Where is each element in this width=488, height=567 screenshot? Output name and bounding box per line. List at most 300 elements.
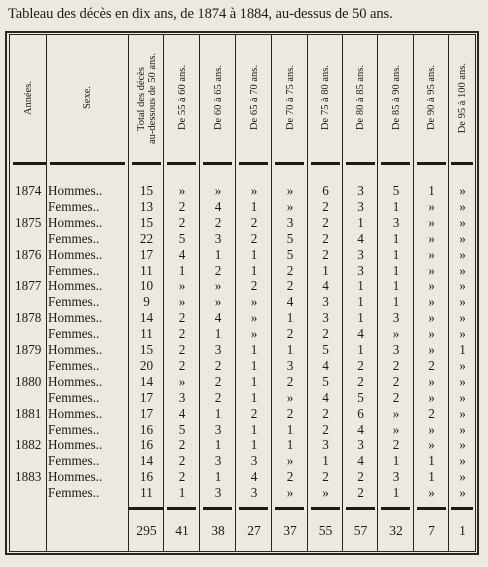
column-rule [235,34,236,552]
row-year: 1882 [15,437,42,453]
row-year: 1881 [15,405,42,421]
table-cell: 4 [214,310,222,326]
row-sex: Hommes.. [48,342,103,357]
table-cell: » [459,230,466,246]
table-cell: » [214,183,222,198]
column-rule [448,34,449,552]
table-cell: » [392,405,400,421]
table-cell: » [428,310,435,326]
table-cell: 4 [357,230,364,246]
table-cell: » [178,278,186,294]
table-cell: 15 [139,342,154,357]
table-cell: » [459,453,466,469]
table-cell: 1 [286,342,294,357]
total-cell: 41 [175,523,189,538]
table-cell: 2 [286,405,294,421]
table-cell: » [428,389,435,405]
header-rule [451,162,473,165]
table-cell: 2 [178,326,186,342]
table-cell: 3 [357,437,364,453]
table-cell: 1 [357,214,364,230]
column-rule [307,34,308,552]
column-rule [413,34,414,552]
table-cell: 1 [214,469,222,485]
table-cell: » [459,469,466,485]
table-cell: 1 [392,262,400,278]
row-year: 1875 [15,214,42,230]
table-cell: » [286,485,294,501]
table-cell: » [459,278,466,294]
totals-rule [311,507,340,510]
table-cell: » [428,214,435,230]
table-cell: 3 [357,246,364,262]
total-cell: 32 [389,523,403,538]
table-cell: 2 [214,214,222,230]
table-cell: » [286,389,294,405]
table-cell: 1 [459,342,466,357]
table-cell: 2 [178,453,186,469]
total-cell: 295 [136,523,157,538]
table-cell: 2 [214,357,222,373]
table-cell: » [250,183,258,198]
table-cell: » [392,421,400,437]
header-rule [381,162,410,165]
header-rule [417,162,446,165]
table-cell: 6 [322,183,329,198]
header-rule [239,162,268,165]
table-cell: 1 [322,453,329,469]
table-cell: 4 [322,278,329,294]
table-cell: » [428,278,435,294]
table-cell: 2 [178,214,186,230]
header-age-label: De 60 à 65 ans. [212,65,224,131]
row-year: 1874 [15,183,42,198]
table-cell: » [428,485,435,501]
header-age-6 [378,38,414,158]
table-cell: 1 [250,262,258,278]
table-cell: 3 [178,389,186,405]
row-sex: Femmes.. [48,357,100,373]
table-cell: » [459,246,466,262]
table-cell: 1 [214,326,222,342]
table-cell: 3 [322,437,329,453]
table-cell: 3 [214,230,222,246]
table-cell: 1 [250,198,258,214]
table-cell: 2 [178,198,186,214]
table-cell: 4 [357,326,364,342]
table-cell: 14 [139,310,154,326]
table-cell: 3 [322,294,329,310]
table-cell: 3 [392,342,400,357]
table-cell: » [459,357,466,373]
table-cell: 2 [322,214,329,230]
table-cell: 13 [139,198,154,214]
table-cell: 1 [392,230,400,246]
table-cell: 3 [392,469,400,485]
table-cell: 3 [322,310,329,326]
table-cell: 2 [286,373,294,389]
table-cell: » [178,294,186,310]
table-cell: » [459,485,466,501]
header-rule [50,162,125,165]
table-cell: 20 [139,357,154,373]
table-cell: 5 [178,421,186,437]
row-sex: Femmes.. [48,262,100,278]
totals-rule [128,507,163,510]
table-cell: » [428,198,435,214]
table-cell: 17 [139,389,154,405]
table-cell: 22 [139,230,154,246]
header-age-label: De 95 à 100 ans. [457,62,468,134]
table-cell: » [392,326,400,342]
table-cell: 14 [139,373,154,389]
header-annees [10,38,46,158]
table-cell: 1 [357,342,364,357]
table-cell: » [428,342,435,357]
table-cell: 1 [250,357,258,373]
table-cell: 17 [139,246,154,262]
row-sex: Femmes.. [48,421,100,437]
table-cell: 2 [286,278,294,294]
header-annees-label: Années. [22,80,34,116]
row-sex: Femmes.. [48,294,100,310]
total-cell: 1 [459,523,466,538]
table-cell: 1 [214,246,222,262]
totals-rule [346,507,375,510]
total-cell: 38 [211,523,225,538]
table-cell: 2 [286,262,294,278]
table-cell: 1 [392,485,400,501]
table-cell: » [459,389,466,405]
header-total-label [136,53,158,144]
table-cell: » [459,437,466,453]
row-sex: Hommes.. [48,405,103,421]
table-cell: 1 [392,246,400,262]
totals-rule [203,507,232,510]
table-cell: 11 [140,485,153,501]
total-cell: 55 [318,523,333,538]
row-sex: Femmes.. [48,198,100,214]
table-cell: 2 [214,389,222,405]
table-cell: 3 [392,214,400,230]
table-cell: 2 [178,357,186,373]
row-sex: Hommes.. [48,278,103,294]
table-cell: » [459,198,466,214]
table-cell: 2 [322,246,329,262]
table-cell: » [428,294,435,310]
table-cell: 1 [392,453,400,469]
table-cell: 1 [286,421,294,437]
table-cell: » [322,485,329,501]
table-cell: 4 [286,294,294,310]
row-sex: Hommes.. [48,214,103,230]
table-cell: » [459,214,466,230]
totals-rule [239,507,268,510]
table-cell: 3 [214,485,222,501]
table-cell: 4 [357,453,364,469]
table-cell: 2 [178,437,186,453]
table-cell: 3 [214,342,222,357]
header-rule [275,162,304,165]
table-cell: 9 [143,294,150,310]
column-rule [342,34,343,552]
table-cell: 1 [357,278,364,294]
table-cell: 16 [139,437,154,453]
table-cell: 3 [357,183,364,198]
column-rule [163,34,164,552]
total-cell: 27 [247,523,261,538]
header-rule [167,162,196,165]
table-cell: 5 [286,246,294,262]
totals-rule [381,507,410,510]
table-cell: 4 [357,421,364,437]
table-cell: 1 [357,294,364,310]
column-rule [377,34,378,552]
table-cell: 15 [139,183,154,198]
table-cell: » [459,310,466,326]
table-cell: 1 [250,421,258,437]
table-cell: 14 [139,453,154,469]
row-sex: Femmes.. [48,389,100,405]
row-sex: Hommes.. [48,373,103,389]
row-sex: Femmes.. [48,326,100,342]
table-cell: 4 [178,405,186,421]
header-total [129,38,164,158]
header-age-1 [200,38,236,158]
total-cell: 7 [428,523,435,538]
row-year: 1883 [15,469,42,485]
table-cell: 4 [250,469,258,485]
column-rule [199,34,200,552]
table-cell: 2 [214,262,222,278]
table-cell: 15 [139,214,154,230]
table-cell: 5 [178,230,186,246]
table-cell: » [250,294,258,310]
table-cell: 11 [140,262,153,278]
table-cell: 1 [214,437,222,453]
header-age-label: De 90 à 95 ans. [426,65,437,131]
header-total-line2: au-dessous de 50 ans. [146,52,158,144]
header-age-7 [414,38,449,158]
column-rule [128,34,129,552]
total-cell: 57 [353,523,368,538]
table-cell: » [459,294,466,310]
header-age-3 [272,38,308,158]
table-cell: 6 [357,405,364,421]
row-year: 1877 [15,278,42,294]
table-cell: 1 [392,278,400,294]
table-cell: 5 [286,230,294,246]
table-cell: 5 [392,183,400,198]
table-cell: 1 [286,310,294,326]
header-age-label: De 85 à 90 ans. [390,65,402,131]
table-cell: » [428,421,435,437]
row-sex: Femmes.. [48,453,100,469]
table-cell: 2 [250,278,258,294]
table-cell: 1 [250,389,258,405]
table-cell: » [428,326,435,342]
table-cell: 1 [428,453,435,469]
table-cell: 1 [178,262,186,278]
table-cell: » [459,326,466,342]
table-cell: » [286,183,294,198]
table-cell: 1 [428,469,435,485]
totals-rule [167,507,196,510]
table-cell: 1 [392,198,400,214]
row-year: 1878 [15,310,42,326]
table-cell: » [286,453,294,469]
column-rule [46,34,47,552]
table-cell: 2 [392,437,400,453]
table-cell: » [459,405,466,421]
row-sex: Hommes.. [48,310,103,326]
row-year: 1879 [15,342,42,357]
table-cell: 1 [286,437,294,453]
table-cell: » [250,326,258,342]
table-cell: 3 [286,357,294,373]
totals-rule [451,507,473,510]
table-cell: 1 [392,294,400,310]
header-sexe-label: Sexe. [82,86,93,110]
table-cell: 10 [139,278,154,294]
page-title: Tableau des décès en dix ans, de 1874 à 1884, au-dessus de 50 ans. [8,6,393,22]
table-cell: 2 [428,405,435,421]
table-cell: » [428,373,435,389]
table-cell: 2 [392,389,400,405]
table-cell: 2 [322,326,329,342]
row-sex: Hommes.. [48,183,103,198]
table-cell: 1 [250,437,258,453]
table-cell: » [459,183,466,198]
row-sex: Hommes.. [48,246,103,262]
table-cell: » [459,262,466,278]
table-cell: 5 [357,389,364,405]
header-age-8 [449,38,476,158]
row-year: 1880 [15,373,42,389]
table-cell: 4 [214,198,222,214]
table-cell: 16 [139,469,154,485]
table-cell: 2 [178,469,186,485]
header-rule [346,162,375,165]
table-cell: 1 [250,246,258,262]
table-cell: 4 [322,357,329,373]
table-cell: 1 [357,310,364,326]
table-cell: 5 [322,373,329,389]
table-cell: 1 [214,405,222,421]
header-age-label: De 80 à 85 ans. [355,65,366,131]
table-cell: 2 [322,421,329,437]
header-age-2 [236,38,272,158]
table-cell: » [178,373,186,389]
table-cell: 2 [357,469,364,485]
table-cell: 4 [322,389,329,405]
table-cell: 3 [357,262,364,278]
header-total-line1: Total des décès [135,66,147,130]
header-age-label: De 70 à 75 ans. [284,65,296,131]
header-age-label: De 65 à 70 ans. [248,65,260,131]
table-cell: 2 [357,373,364,389]
header-age-4 [308,38,343,158]
row-sex: Femmes.. [48,230,100,246]
totals-rule [417,507,446,510]
table-cell: 2 [357,485,364,501]
table-cell: 2 [322,405,329,421]
header-age-label: De 75 à 80 ans. [320,65,331,131]
table-cell: » [459,373,466,389]
table-cell: » [286,198,294,214]
table-cell: 16 [139,421,154,437]
table-cell: 2 [286,469,294,485]
table-cell: » [428,437,435,453]
header-age-label: De 55 à 60 ans. [176,65,188,131]
table-cell: 2 [392,357,400,373]
table-cell: 2 [392,373,400,389]
table-cell: 2 [178,310,186,326]
table-cell: 1 [428,183,435,198]
row-sex: Hommes.. [48,437,103,453]
header-rule [311,162,340,165]
table-cell: 1 [322,262,329,278]
table-cell: 2 [286,326,294,342]
table-cell: » [214,278,222,294]
table-cell: 2 [178,342,186,357]
row-sex: Hommes.. [48,469,103,485]
table-cell: 11 [140,326,153,342]
table-cell: 2 [250,230,258,246]
table-cell: 4 [178,246,186,262]
table-cell: » [214,294,222,310]
table-cell: » [428,230,435,246]
table-cell: 5 [322,342,329,357]
header-sexe [47,38,128,158]
table-cell: 2 [357,357,364,373]
header-age-0 [164,38,200,158]
table-cell: » [250,310,258,326]
table-cell: 2 [322,198,329,214]
column-rule [271,34,272,552]
table-cell: 3 [286,214,294,230]
table-cell: 3 [250,453,258,469]
header-age-5 [343,38,378,158]
table-cell: » [178,183,186,198]
table-cell: 1 [178,485,186,501]
row-sex: Femmes.. [48,485,100,501]
table-cell: 1 [250,373,258,389]
table-cell: 2 [214,373,222,389]
table-cell: » [428,262,435,278]
table-cell: 2 [428,357,435,373]
table-cell: 2 [250,405,258,421]
table-cell: » [428,246,435,262]
table-cell: 1 [250,342,258,357]
table-cell: 2 [250,214,258,230]
table-cell: 3 [250,485,258,501]
header-rule [132,162,161,165]
table-cell: 3 [392,310,400,326]
total-cell: 37 [283,523,297,538]
table-cell: 2 [322,469,329,485]
header-rule [203,162,232,165]
table-cell: » [459,421,466,437]
totals-rule [275,507,304,510]
table-cell: 3 [214,453,222,469]
table-cell: 17 [139,405,154,421]
table-cell: 2 [322,230,329,246]
row-year: 1876 [15,246,42,262]
table-cell: 3 [214,421,222,437]
header-rule [13,162,46,165]
table-cell: 3 [357,198,364,214]
